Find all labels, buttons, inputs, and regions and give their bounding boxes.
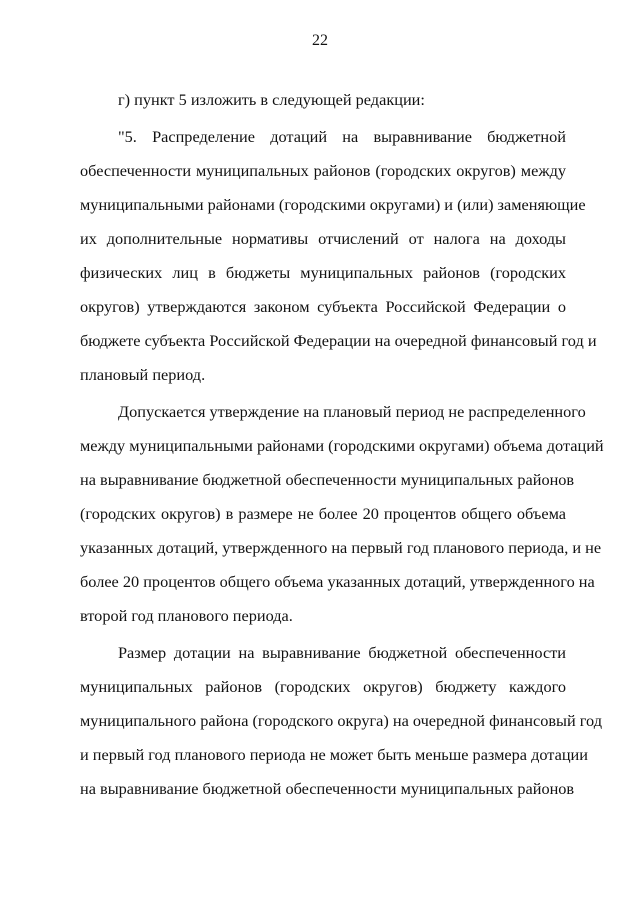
paragraph-2-line: более 20 процентов общего объема указанных дотаций, утвержденного на <box>80 572 595 591</box>
paragraph-1-line: муниципальными районами (городскими округами) и (или) заменяющие <box>80 195 586 214</box>
paragraph-1-line: физических лиц в бюджеты муниципальных районов (городских <box>80 263 566 282</box>
paragraph-1-line: бюджете субъекта Российской Федерации на очередной финансовый год и <box>80 331 597 350</box>
paragraph-2-line: Допускается утверждение на плановый период не распределенного <box>118 402 586 421</box>
page-number: 22 <box>312 32 328 49</box>
paragraph-3-line: Размер дотации на выравнивание бюджетной обеспеченности <box>118 643 566 662</box>
paragraph-1-line: округов) утверждаются законом субъекта Российской Федерации о <box>80 297 566 316</box>
paragraph-2-line: на выравнивание бюджетной обеспеченности муниципальных районов <box>80 470 575 489</box>
paragraph-1-line: плановый период. <box>80 365 206 384</box>
paragraph-3-line: муниципальных районов (городских округов) бюджету каждого <box>80 677 566 696</box>
paragraph-1-line: обеспеченности муниципальных районов (городских округов) между <box>80 161 566 180</box>
paragraph-1-line: "5. Распределение дотаций на выравнивание бюджетной <box>118 127 566 146</box>
paragraph-3-line: на выравнивание бюджетной обеспеченности муниципальных районов <box>80 779 575 798</box>
paragraph-2-line: между муниципальными районами (городскими округами) объема дотаций <box>80 436 604 455</box>
intro-line: г) пункт 5 изложить в следующей редакции: <box>118 90 425 109</box>
paragraph-2-line: второй год планового периода. <box>80 606 293 625</box>
paragraph-2-line: указанных дотаций, утвержденного на первый год планового периода, и не <box>80 538 602 557</box>
paragraph-3-line: и первый год планового периода не может быть меньше размера дотации <box>80 745 588 764</box>
paragraph-2-line: (городских округов) в размере не более 20 процентов общего объема <box>80 504 566 523</box>
paragraph-3-line: муниципального района (городского округа) на очередной финансовый год <box>80 711 603 730</box>
paragraph-1-line: их дополнительные нормативы отчислений от налога на доходы <box>80 229 566 248</box>
